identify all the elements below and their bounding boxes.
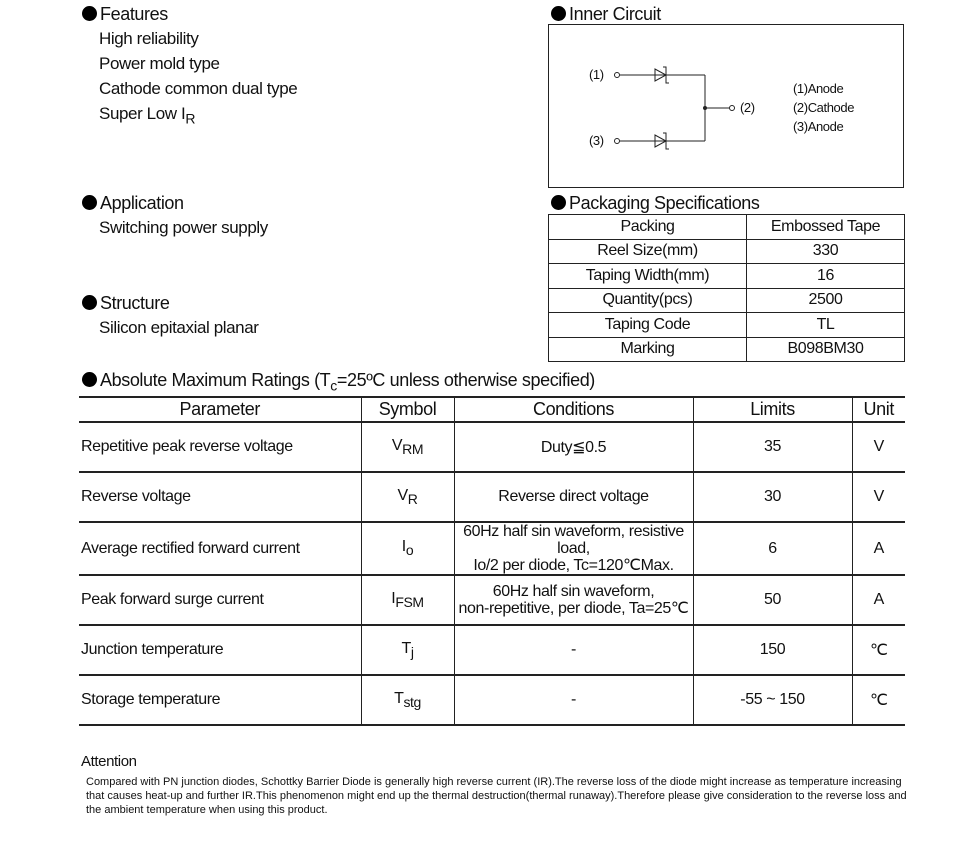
column-header: Symbol — [361, 397, 454, 422]
table-row: Repetitive peak reverse voltage $V_{RM}$ Duty≦0.5 35 V — [79, 422, 905, 472]
legend-anode-1: (1)Anode — [793, 81, 844, 96]
feature-item: Cathode common dual type — [99, 79, 298, 98]
table-row: Storage temperature $T_{stg}$ - -55 ~ 150 ℃ — [79, 675, 905, 725]
column-header: Conditions — [454, 397, 693, 422]
feature-item: Super Low $I_R$ — [99, 104, 196, 127]
table-row: Quantity(pcs) 2500 — [549, 288, 905, 313]
table-row: Average rectified forward current $I_o$ 60Hz half sin waveform, resistive load, Io/2 per diode, Tc=120℃Max. 6 A — [79, 522, 905, 575]
packaging-heading: Packaging Specifications — [551, 193, 760, 213]
bullet-icon — [551, 195, 566, 210]
features-heading: Features — [82, 4, 168, 24]
application-heading: Application — [82, 193, 184, 213]
structure-heading: Structure — [82, 293, 169, 313]
bullet-icon — [82, 372, 97, 387]
pin-2-terminal — [730, 106, 735, 111]
application-item: Switching power supply — [99, 218, 268, 237]
table-row: Peak forward surge current $I_{FSM}$ 60Hz half sin waveform, non-repetitive, per diode, Ta=25℃ 50 A — [79, 575, 905, 625]
table-row: Taping Width(mm) 16 — [549, 264, 905, 289]
attention-text: Compared with PN junction diodes, Schottky Barrier Diode is generally high reverse current (IR).The reverse loss of the diode might increase as temperature increasing that causes heat-up and further IR.This phenomenon might end up the thermal destruction(thermal runaway).Therefore please give consideration to the reverse loss and the ambient temperature when using this product. — [86, 776, 907, 816]
attention-heading: Attention — [81, 753, 137, 770]
legend-anode-3: (3)Anode — [793, 119, 844, 134]
structure-item: Silicon epitaxial planar — [99, 318, 259, 337]
column-header: Parameter — [79, 397, 361, 422]
table-row: Reverse voltage $V_R$ Reverse direct voltage 30 V — [79, 472, 905, 522]
pin-1-label: (1) — [589, 67, 604, 82]
bullet-icon — [82, 195, 97, 210]
table-row: Taping Code TL — [549, 313, 905, 338]
column-header: Limits — [693, 397, 852, 422]
table-row: Packing Embossed Tape — [549, 215, 905, 240]
packaging-table — [548, 214, 905, 362]
table-row: Reel Size(mm) 330 — [549, 239, 905, 264]
column-header: Unit — [852, 397, 905, 422]
bullet-icon — [82, 295, 97, 310]
junction-dot — [703, 106, 707, 110]
bullet-icon — [551, 6, 566, 21]
table-row: Junction temperature $T_j$ - 150 ℃ — [79, 625, 905, 675]
inner-circuit-diagram — [548, 24, 904, 188]
features-list — [99, 26, 297, 131]
ratings-heading: Absolute Maximum Ratings ($T_c=25ºC$ unless otherwise specified) — [82, 370, 595, 396]
ratings-table — [79, 396, 905, 726]
pin-3-terminal — [615, 139, 620, 144]
feature-item: High reliability — [99, 29, 199, 48]
table-header-row — [79, 397, 905, 422]
legend-cathode: (2)Cathode — [793, 100, 855, 115]
table-row: Marking B098BM30 — [549, 337, 905, 362]
pin-2-label: (2) — [740, 100, 755, 115]
inner-circuit-heading: Inner Circuit — [551, 4, 661, 24]
pin-3-label: (3) — [589, 133, 604, 148]
feature-item: Power mold type — [99, 54, 220, 73]
pin-1-terminal — [615, 73, 620, 78]
bullet-icon — [82, 6, 97, 21]
